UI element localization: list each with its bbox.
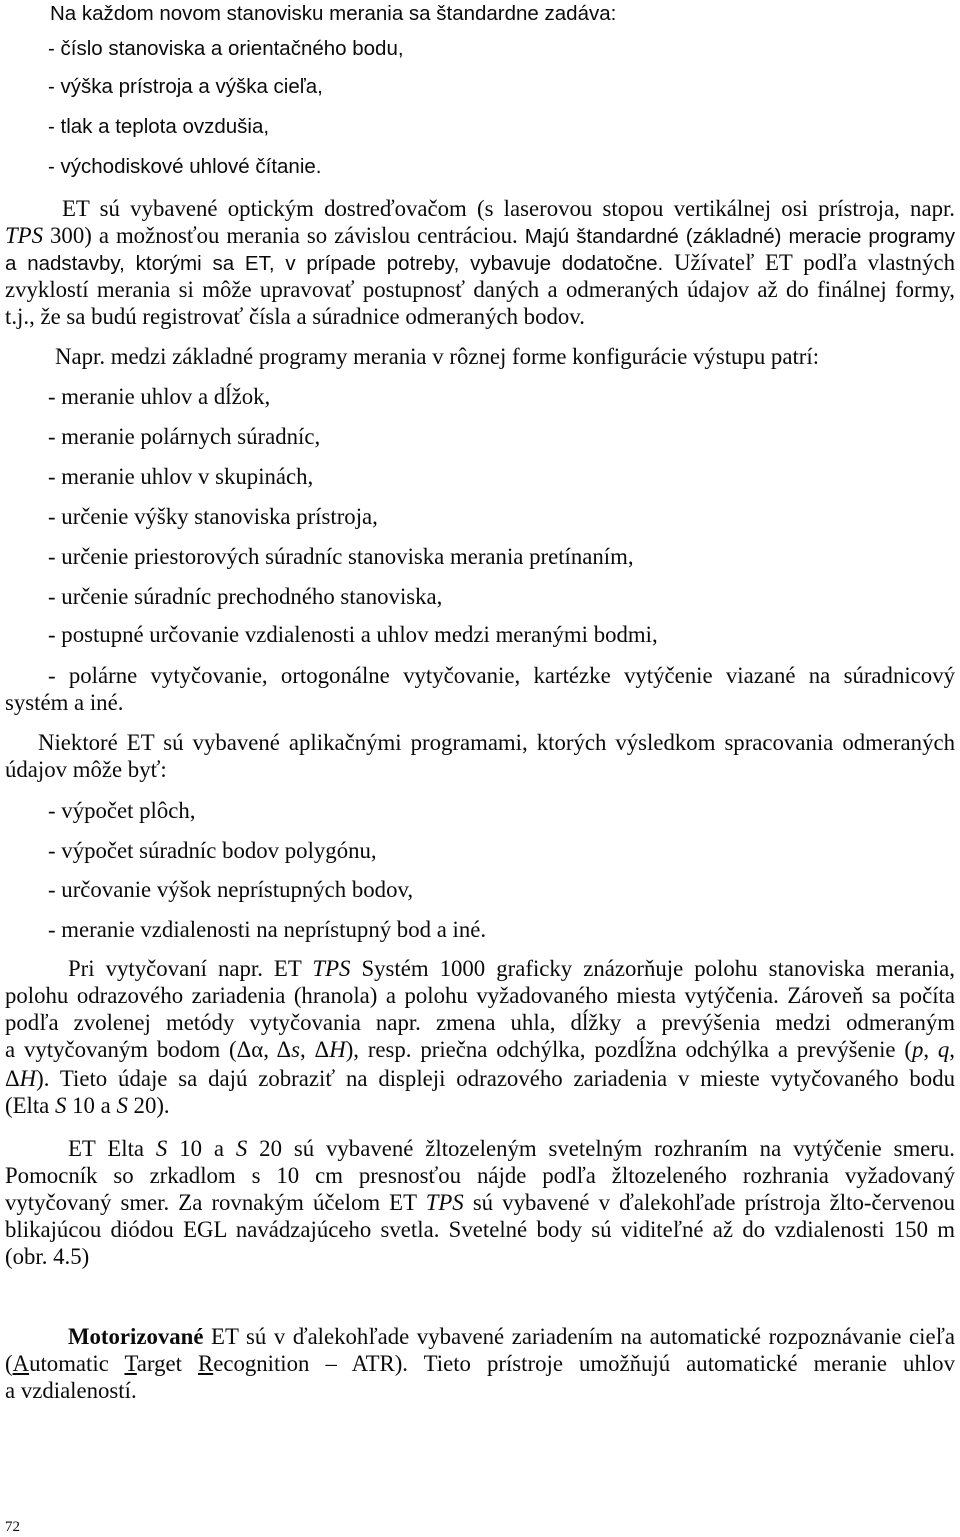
text-line: polohu odrazového zariadenia (hranola) a polohu vyžadovaného miesta vytýčenia. Zároveň sa počíta [5, 983, 955, 1008]
underlined-letter: T [124, 1351, 137, 1376]
text-segment: 300) a možnosťou merania so závislou centráciou. [43, 223, 525, 248]
bold-term: Motorizované [68, 1324, 204, 1349]
list-item: - výška prístroja a výška cieľa, [48, 75, 323, 98]
list-item: - meranie uhlov v skupinách, [48, 464, 314, 489]
text-segment: vytyčovaný smer. Za rovnakým účelom ET [5, 1190, 426, 1215]
list-item: - určenie súradníc prechodného stanoviska, [48, 584, 443, 609]
italic-term: H [19, 1066, 37, 1091]
text-line: Pomocník so zrkadlom s 10 cm presnosťou nájde podľa žltozeleného rozhrania vyžadovaný [5, 1163, 955, 1188]
text-segment: , Δ [300, 1037, 330, 1062]
italic-term: s [291, 1037, 301, 1062]
italic-term: S [55, 1093, 67, 1118]
text-line [5, 1036, 955, 1063]
text-segment: , [923, 1037, 938, 1062]
list-item: - určenie výšky stanoviska prístroja, [48, 504, 378, 529]
text-line [5, 1350, 955, 1377]
text-line: zvyklostí merania si môže upravovať postupnosť daných a odmeraných údajov až do finálnej formy, [5, 277, 955, 302]
text-segment: 20). [127, 1093, 170, 1118]
list-intro: Na každom novom stanovisku merania sa štandardne zadáva: [50, 2, 617, 25]
text-line [5, 1065, 955, 1092]
underlined-letter: R [197, 1351, 214, 1376]
italic-term: S [235, 1136, 248, 1161]
text-segment: Užívateľ ET podľa vlastných [663, 250, 955, 275]
text-segment: ET sú v ďalekohľade vybavené zariadením na automatické rozpoznávanie cieľa [203, 1324, 955, 1349]
text-segment: ecognition – ATR). Tieto prístroje umožňujú automatické meranie uhlov [213, 1351, 955, 1376]
list-item: - meranie polárnych súradníc, [48, 424, 321, 449]
list-item: - určovanie výšok neprístupných bodov, [48, 877, 414, 902]
list-item: - postupné určovanie vzdialenosti a uhlov medzi meranými bodmi, [48, 622, 658, 647]
list-item: - meranie uhlov a dĺžok, [48, 384, 271, 409]
text-segment: sú vybavené v ďalekohľade prístroja žlto-červenou [463, 1190, 955, 1215]
list-item: - výpočet plôch, [48, 798, 196, 823]
text-line: ET sú vybavené optickým dostreďovačom (s laserovou stopou vertikálnej osi prístroja, napr. [62, 196, 955, 221]
italic-term: TPS [425, 1190, 464, 1215]
list-item: - meranie vzdialenosti na neprístupný bod a iné. [48, 917, 487, 942]
italic-term: S [116, 1093, 128, 1118]
list-item-continuation: systém a iné. [5, 690, 124, 715]
list-item: - výpočet súradníc bodov polygónu, [48, 838, 377, 863]
list-item: - polárne vytyčovanie, ortogonálne vytyčovanie, kartézke vytýčenie viazané na súradnicový [48, 663, 955, 688]
italic-term: TPS [312, 956, 351, 981]
italic-term: S [155, 1136, 168, 1161]
list-intro: Niektoré ET sú vybavené aplikačnými programami, ktorých výsledkom spracovania odmeraných [38, 730, 955, 755]
text-segment: 10 a [66, 1093, 117, 1118]
italic-term: q [937, 1037, 950, 1062]
text-segment: 10 a [167, 1136, 236, 1161]
italic-term: TPS [5, 223, 44, 248]
sans-text: a nadstavby, ktorými sa ET, v prípade potreby, vybavuje dodatočne. [5, 252, 664, 275]
list-item: - východiskové uhlové čítanie. [48, 155, 322, 178]
text-segment: Systém 1000 graficky znázorňuje polohu stanoviska merania, [350, 956, 955, 981]
text-segment: (Elta [5, 1093, 56, 1118]
text-segment: ( [5, 1351, 13, 1376]
italic-term: H [329, 1037, 346, 1062]
text-line [5, 1092, 955, 1119]
text-line: (obr. 4.5) [5, 1244, 90, 1269]
text-segment: , [949, 1037, 955, 1062]
text-segment: ). Tieto údaje sa dajú zobraziť na displeji odrazového zariadenia v mieste vytyčovaného bodu [36, 1066, 955, 1091]
page-number: 72 [5, 1519, 20, 1535]
text-line [5, 1189, 955, 1216]
text-segment: Pri vytyčovaní napr. ET [68, 956, 313, 981]
sans-text: Majú štandardné (základné) meracie programy [524, 225, 955, 248]
text-line: a vzdialeností. [5, 1378, 137, 1403]
list-item: - určenie priestorových súradníc stanoviska merania pretínaním, [48, 544, 634, 569]
list-item: - číslo stanoviska a orientačného bodu, [48, 37, 404, 60]
text-segment: ET Elta [68, 1136, 156, 1161]
text-line [5, 249, 955, 276]
list-intro: Napr. medzi základné programy merania v rôznej forme konfigurácie výstupu patrí: [55, 344, 820, 369]
text-line: t.j., že sa budú registrovať čísla a súradnice odmeraných bodov. [5, 304, 585, 329]
text-segment: 20 sú vybavené žltozeleným svetelným rozhraním na vytýčenie smeru. [247, 1136, 955, 1161]
text-line [5, 222, 955, 249]
text-line: blikajúcou diódou EGL navádzajúceho svetla. Svetelné body sú viditeľné až do vzdialenosti 150 m [5, 1217, 955, 1242]
underlined-letter: A [12, 1351, 30, 1376]
text-segment: arget [136, 1351, 198, 1376]
text-segment: ), resp. priečna odchýlka, pozdĺžna odchýlka a prevýšenie ( [345, 1037, 912, 1062]
list-item: - tlak a teplota ovzdušia, [48, 115, 270, 138]
text-segment: a vytyčovaným bodom (Δα, Δ [5, 1037, 292, 1062]
text-line [68, 1323, 955, 1350]
text-segment: utomatic [29, 1351, 125, 1376]
text-segment: Δ [5, 1066, 20, 1091]
text-line [68, 1135, 955, 1162]
list-intro: údajov môže byť: [5, 757, 167, 782]
italic-term: p [911, 1037, 924, 1062]
text-line [68, 955, 955, 982]
text-line: podľa zvolenej metódy vytyčovania napr. zmena uhla, dĺžky a prevýšenia medzi odmeraným [5, 1010, 955, 1035]
